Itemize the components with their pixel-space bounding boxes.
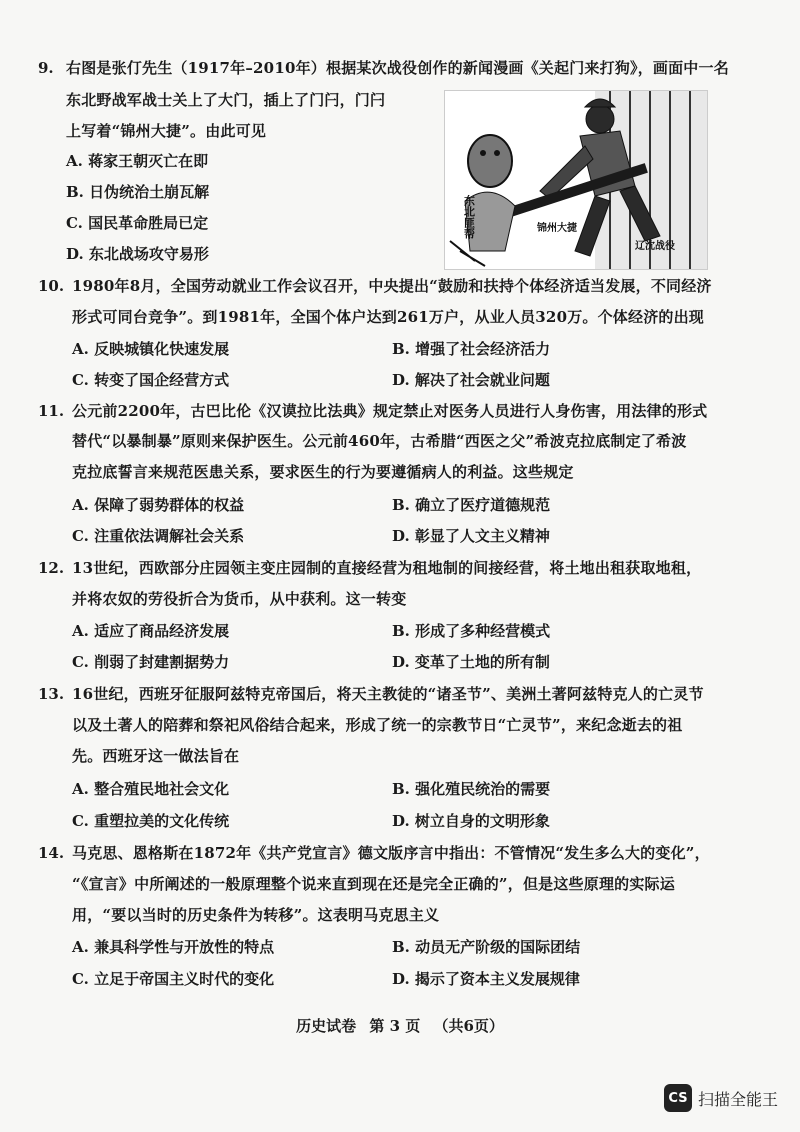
q11-number: 11. xyxy=(38,402,65,420)
q10-stem-line-2: 形式可同台竞争”。到1981年，全国个体户达到261万户，从业人员320万。个体经济的出现 xyxy=(72,308,705,326)
q10-option-d[interactable]: D. 解决了社会就业问题 xyxy=(392,371,550,389)
q12-option-d[interactable]: D. 变革了土地的所有制 xyxy=(392,653,550,671)
q13-option-b[interactable]: B. 强化殖民统治的需要 xyxy=(392,780,551,798)
q9-number: 9. xyxy=(38,59,54,77)
q13-option-c[interactable]: C. 重塑拉美的文化传统 xyxy=(72,812,230,830)
q11-stem-line-3: 克拉底誓言来规范医患关系，要求医生的行为要遵循病人的利益。这些规定 xyxy=(72,463,574,481)
q11-stem-line-2: 替代“以暴制暴”原则来保护医生。公元前460年，古希腊“西医之父”希波克拉底制定了希波 xyxy=(72,432,687,450)
q12-stem-line-2: 并将农奴的劳役折合为货币，从中获利。这一转变 xyxy=(72,590,407,608)
q11-stem-line-1: 公元前2200年，古巴比伦《汉谟拉比法典》规定禁止对医务人员进行人身伤害，用法律的形式 xyxy=(72,402,708,420)
q13-option-a[interactable]: A. 整合殖民地社会文化 xyxy=(72,780,230,798)
q14-stem-line-2: “《宣言》中所阐述的一般原理整个说来直到现在还是完全正确的”，但是这些原理的实际运 xyxy=(72,875,675,893)
q14-number: 14. xyxy=(38,844,65,862)
page-footer xyxy=(0,1015,800,1037)
q13-option-d[interactable]: D. 树立自身的文明形象 xyxy=(392,812,550,830)
camscanner-icon: CS xyxy=(664,1084,692,1112)
q12-option-b[interactable]: B. 形成了多种经营模式 xyxy=(392,622,551,640)
cartoon-label-battle: 辽沈战役 xyxy=(635,241,675,252)
q12-option-a[interactable]: A. 适应了商品经济发展 xyxy=(72,622,230,640)
q9-option-b[interactable]: B. 日伪统治土崩瓦解 xyxy=(66,183,210,201)
q12-stem-line-1: 13世纪，西欧部分庄园领主变庄园制的直接经营为租地制的间接经营，将土地出租获取地租， xyxy=(72,559,702,577)
enemy-figure xyxy=(450,135,515,266)
cartoon-label-bolt: 锦州大捷 xyxy=(537,223,577,234)
q12-number: 12. xyxy=(38,559,65,577)
q14-option-a[interactable]: A. 兼具科学性与开放性的特点 xyxy=(72,938,275,956)
q9-stem-line-1: 右图是张仃先生（1917年–2010年）根据某次战役创作的新闻漫画《关起门来打狗》，画面中一名 xyxy=(66,59,729,77)
footer-subject: 历史试卷 xyxy=(296,1017,357,1035)
q10-number: 10. xyxy=(38,277,65,295)
q13-stem-line-3: 先。西班牙这一做法旨在 xyxy=(72,747,240,765)
footer-page: 第 3 页 xyxy=(369,1017,421,1035)
q11-option-c[interactable]: C. 注重依法调解社会关系 xyxy=(72,527,245,545)
watermark-text: 扫描全能王 xyxy=(697,1089,778,1109)
q14-option-c[interactable]: C. 立足于帝国主义时代的变化 xyxy=(72,970,275,988)
cartoon-label-enemy: 东北匪帮 xyxy=(462,195,476,239)
q9-option-c[interactable]: C. 国民革命胜局已定 xyxy=(66,214,209,232)
q14-stem-line-1: 马克思、恩格斯在1872年《共产党宣言》德文版序言中指出：不管情况“发生多么大的变化”， xyxy=(72,844,710,862)
news-cartoon-image xyxy=(444,90,708,270)
q14-option-d[interactable]: D. 揭示了资本主义发展规律 xyxy=(392,970,580,988)
q9-option-a[interactable]: A. 蒋家王朝灭亡在即 xyxy=(66,152,209,170)
cartoon-illustration xyxy=(445,91,707,269)
q14-option-b[interactable]: B. 动员无产阶级的国际团结 xyxy=(392,938,581,956)
q9-option-d[interactable]: D. 东北战场攻守易形 xyxy=(66,245,209,263)
q10-option-b[interactable]: B. 增强了社会经济活力 xyxy=(392,340,551,358)
q11-option-a[interactable]: A. 保障了弱势群体的权益 xyxy=(72,496,245,514)
q13-stem-line-2: 以及土著人的陪葬和祭祀风俗结合起来，形成了统一的宗教节日“亡灵节”，来纪念逝去的祖 xyxy=(72,716,683,734)
q10-option-a[interactable]: A. 反映城镇化快速发展 xyxy=(72,340,230,358)
q13-number: 13. xyxy=(38,685,65,703)
q14-stem-line-3: 用，“要以当时的历史条件为转移”。这表明马克思主义 xyxy=(72,906,440,924)
q12-option-c[interactable]: C. 削弱了封建割据势力 xyxy=(72,653,230,671)
q9-stem-line-2: 东北野战军战士关上了大门，插上了门闩，门闩 xyxy=(66,91,386,109)
q10-option-c[interactable]: C. 转变了国企经营方式 xyxy=(72,371,230,389)
q13-stem-line-1: 16世纪，西班牙征服阿兹特克帝国后，将天主教徒的“诸圣节”、美洲土著阿兹特克人的亡灵节 xyxy=(72,685,704,703)
footer-total: （共6页） xyxy=(433,1017,504,1035)
q11-option-d[interactable]: D. 彰显了人文主义精神 xyxy=(392,527,550,545)
q11-option-b[interactable]: B. 确立了医疗道德规范 xyxy=(392,496,551,514)
q10-stem-line-1: 1980年8月，全国劳动就业工作会议召开，中央提出“鼓励和扶持个体经济适当发展，不同经济 xyxy=(72,277,712,295)
q9-stem-line-3: 上写着“锦州大捷”。由此可见 xyxy=(66,122,267,140)
scanner-watermark xyxy=(664,1084,778,1112)
